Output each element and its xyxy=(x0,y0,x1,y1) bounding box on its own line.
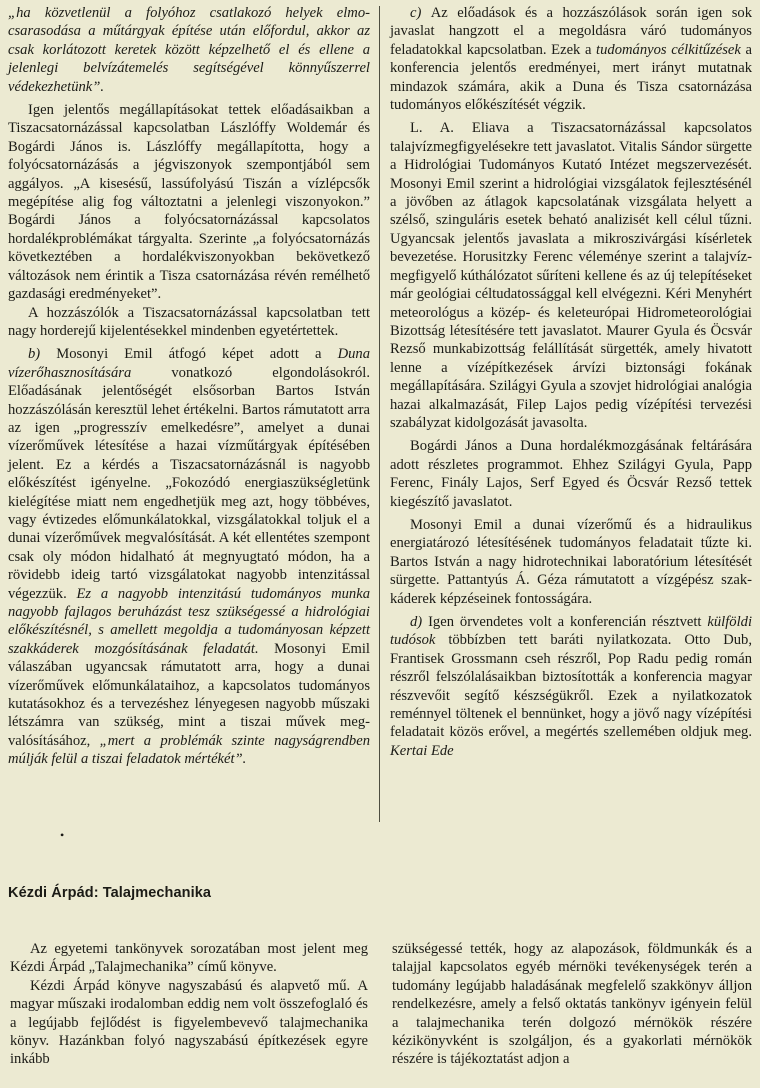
paragraph-text: Kézdi Árpád könyve nagyszabású és alapvető mű. A magyar műszaki irodalomban eddig nem volt összefoglaló és a legújabb fejlődést is figyelembevevő talajmechanika könyv. Hazánkban folyó nagyszabású építkezések egyre inkább xyxy=(10,977,368,1068)
paragraph xyxy=(390,4,752,114)
paragraph xyxy=(390,516,752,608)
paragraph-text: A hozzászólók a Tiszacsatornázással kapcsolatban tett nagy horderejű kijelentésekkel mindenben egyetértettek. xyxy=(8,304,370,339)
emphasized-text: tudományos célkitűzések xyxy=(596,41,741,58)
paragraph-text: a konferencia jelentős eredményei, mert irányt mutatnak mindazok számára, akik a Duna és Tisza csatornázása tudományos előkészítését végzik. xyxy=(390,41,752,114)
paragraph xyxy=(10,940,368,977)
article-right-column xyxy=(390,4,752,760)
paragraph xyxy=(390,613,752,760)
paragraph-text: Igen örvendetes volt a konferencián résztvett xyxy=(428,614,708,630)
paragraph xyxy=(390,437,752,511)
paragraph xyxy=(8,345,370,768)
article-left-column xyxy=(8,4,370,769)
paragraph-text: L. A. Eliava a Tiszacsatornázással kapcsolatos talajvízmegfigyelésekre tett javaslatot. Vitalis Sándor sürgette a Hidrológiai Tudományos Kutató Intézet megszervezését. Mosonyi Emil szerint a hidrológiai vizsgálatok fejlesztésénél a jövőben az átlagok kapcsolatának vizsgálata helyett a szélső, szinguláris esetek beható analizisét kell célul tűzni. Ugyancsak jelentős javaslata a mikroszivárgási kísérletek bevezetése. Horusitzky Ferenc véleménye szerint a talajvízmegfigyelő kúthálózatot sűríteni kellene és az új telepítéseket már geológiai céltudatossággal kell elvégezni. Kéri Menyhért meteorológus a közép- és keleteurópai Hidrometeorológiai Bizottság létesítésére tett javaslatot. Maurer Gyula és Öcsvár Rezső munkabizottság felállítását sürgették, amely hivatott lenne a vízépítkezések árvízi biztonsági fokának megállapítására. Szilágyi Gyula a szovjet hidrológiai analógia hazai alkalmazását, Filep Lajos pedig vízépítési tervezési szabályzat kidolgozását javasolta. xyxy=(390,120,752,431)
paragraph-text: vonatkozó elgondolásokról. Előadásának jelentőségét elsősorban Bartos István hozzászólásán keresztül lehet értékelni. Bartos rámutatott arra az igen „progresszív emelkedésre”, amelyet a dunai vízerőművek létesítése a hazai vízműtárgyak építésében jelent. Ez a kérdés a Tiszacsatornázásnál is nagyobb előkészítést igényelne. „Fokozódó energiaszükségletünk kielégítése miatt nem engedhetjük meg azt, hogy többéves, vagy évtizedes előmunkálatokkal, vizsgálatokkal toljuk el a dunai vízerőművek megvalósítását. A két ellentétes szempont csak oly módon hidalható át megnyugtató módon, ha a rövidebb ideig tartó vizsgálatokat nagyobb intenzitással végezzük. xyxy=(8,364,370,602)
paragraph-text: Igen jelentős megállapításokat tettek előadásaikban a Tiszacsatornázással kapcsolatban Lászlóffy Woldemár és Bogárdi János is. Lászlóffy megállapította, hogy a folyócsatornázásás a jégviszonyok szempontjából sem aggályos. „A kisesésű, lassúfolyású Tiszán a vízlépcsők megépítése alig fog változtatni a jelenlegi viszonyokon.” Bogárdi János a folyócsatornázással kapcsolatos hordalékproblémákat tárgyalta. Szerinte „a folyócsatornázás következtében a hordalékviszonyokban bekövetkező változások nem érintik a Tisza csatornázása révén remélhető gazdasági eredményeket”. xyxy=(8,102,370,303)
paragraph-text: Mosonyi Emil átfogó képet adott a xyxy=(56,346,338,363)
emphasized-text: d) xyxy=(410,614,429,630)
paragraph-text: Bogárdi János a Duna hordalékmozgásának feltárására adott részletes programmot. Ehhez Szilágyi Gyula, Papp Ferenc, Finály Lajos, Serf Egyed és Öcsvár Rezső tettek kiegészítő javaslatot. xyxy=(390,438,752,510)
review-heading: Kézdi Árpád: Talajmechanika xyxy=(8,885,212,901)
paragraph xyxy=(390,119,752,432)
emphasized-text: Ez a nagyobb intenzitású tudományos munka nagyobb fajlagos beruházást tesz szükségessé a hidrológiai előkészítésnél, s amellett megoldja a tudományosan képzett szakkáderek mozgósításának feladatát. xyxy=(8,585,370,657)
review-left-column xyxy=(10,940,368,1069)
emphasized-text: c) xyxy=(410,5,431,21)
emphasized-text: „mert a problémák szinte nagyságrendben múlják felül a tiszai feladatok mértékét”. xyxy=(8,732,370,768)
emphasized-text: Kertai Ede xyxy=(390,742,454,759)
paragraph-text: többízben tett baráti nyilatkozata. Otto Dub, Frantisek Grossmann cseh részről, Pop Radu pedig román részről felszólalásaikban biztosították a konferencia magyar részvevőit segítő készségükről. Ezek a nyilatkozatok reménnyel töltenek el bennünket, hogy a jövő nagy vízépítési feladatait közös erővel, a megértés szellemében oldjuk meg. xyxy=(390,632,752,741)
stray-mark: • xyxy=(60,828,65,842)
emphasized-text: külföldi tudósok xyxy=(390,614,752,649)
paragraph-text: Az előadások és a hozzászólások során igen sok javaslat hangzott el a megoldásra váró tudományos feladatokkal kapcsolatban. Ezek a xyxy=(390,5,752,58)
paragraph xyxy=(8,4,370,96)
review-right-column xyxy=(392,940,752,1069)
paragraph-text: szükségessé tették, hogy az alapozások, földmunkák és a talajjal kapcsolatos egyéb mérnöki tevékenységek terén a tudomány legújabb haladásának megfelelő szakkönyv álljon rendelkezésre, amely a felső oktatás tankönyv igényein felül a talajmechanika terén dolgozó mérnökök részére kézikönyvként is szolgáljon, és a gyakorlati mérnökök részére is tájékoztatást adjon a xyxy=(392,941,752,1068)
paragraph-text: Az egyetemi tankönyvek sorozatában most jelent meg Kézdi Árpád „Talajmechanika” című könyve. xyxy=(10,941,368,976)
paragraph xyxy=(8,101,370,303)
paragraph xyxy=(8,304,370,341)
column-divider xyxy=(379,6,380,822)
paragraph-text: Mosonyi Emil válaszában ugyancsak rámutatott arra, hogy a dunai vízerőművek előmunkálataihoz, a kapcsolatos tudományos kutatásokhoz és a tervezéshez lényegesen nagyobb műszaki létszámra van szükség, mint a tiszai művek megvalósításához, xyxy=(8,640,370,749)
paragraph xyxy=(10,977,368,1069)
emphasized-text: Duna vízerőhasznosítására xyxy=(8,346,370,381)
emphasized-text: „ha közvetlenül a folyóhoz csatlakozó helyek elmocsarasodása a műtárgyak építése után előfordul, akkor az csak korlátozott keretek között képzelhető el és ellene a jelenlegi belvízátemelés segítségével könnyűszerrel védekezhetünk”. xyxy=(8,5,370,95)
paragraph xyxy=(392,940,752,1069)
paragraph-text: Mosonyi Emil a dunai vízerőmű és a hidraulikus energiatározó létesítésének tudományos feladatait tűzte ki. Bartos István a nagy hidrotechnikai laboratórium létesítését sürgette. Pattantyús Á. Géza rámutatott a vízgépész szakkáderek képzéseinek fontosságára. xyxy=(390,516,752,607)
emphasized-text: b) xyxy=(28,346,57,363)
